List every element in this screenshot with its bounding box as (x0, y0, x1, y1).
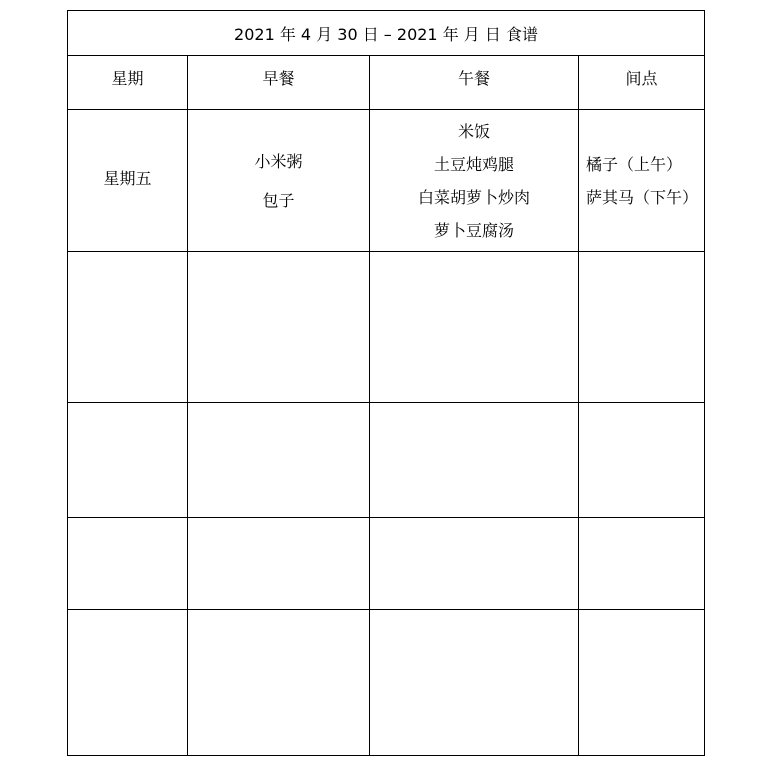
empty-cell (370, 518, 579, 610)
day-cell: 星期五 (68, 110, 188, 252)
breakfast-cell (188, 110, 370, 252)
header-row (68, 56, 705, 110)
empty-cell (188, 518, 370, 610)
lunch-item: 土豆炖鸡腿 (433, 154, 514, 174)
empty-cell (68, 518, 188, 610)
title-row (68, 11, 705, 56)
empty-cell (370, 610, 579, 756)
lunch-item: 米饭 (457, 121, 490, 141)
empty-cell (579, 610, 705, 756)
empty-cell (579, 252, 705, 403)
empty-cell (579, 518, 705, 610)
breakfast-item: 包子 (262, 190, 295, 210)
empty-cell (68, 403, 188, 518)
empty-cell (370, 403, 579, 518)
header-snack: 间点 (579, 56, 705, 110)
empty-cell (579, 403, 705, 518)
table-row (68, 110, 705, 252)
breakfast-item: 小米粥 (254, 151, 303, 171)
table-row (68, 252, 705, 403)
header-lunch: 午餐 (370, 56, 579, 110)
empty-cell (68, 610, 188, 756)
empty-cell (188, 403, 370, 518)
header-breakfast: 早餐 (188, 56, 370, 110)
table-row (68, 518, 705, 610)
snack-item: 橘子（上午） (586, 154, 683, 174)
snack-item: 萨其马（下午） (586, 187, 699, 207)
lunch-cell (370, 110, 579, 252)
header-day: 星期 (68, 56, 188, 110)
table-row (68, 403, 705, 518)
snack-cell (579, 110, 705, 252)
menu-table (67, 10, 705, 756)
menu-title: 2021 年 4 月 30 日 – 2021 年 月 日 食谱 (68, 11, 705, 56)
lunch-item: 萝卜豆腐汤 (433, 220, 514, 240)
empty-cell (188, 252, 370, 403)
empty-cell (188, 610, 370, 756)
lunch-item: 白菜胡萝卜炒肉 (417, 187, 530, 207)
table-row (68, 610, 705, 756)
empty-cell (68, 252, 188, 403)
empty-cell (370, 252, 579, 403)
